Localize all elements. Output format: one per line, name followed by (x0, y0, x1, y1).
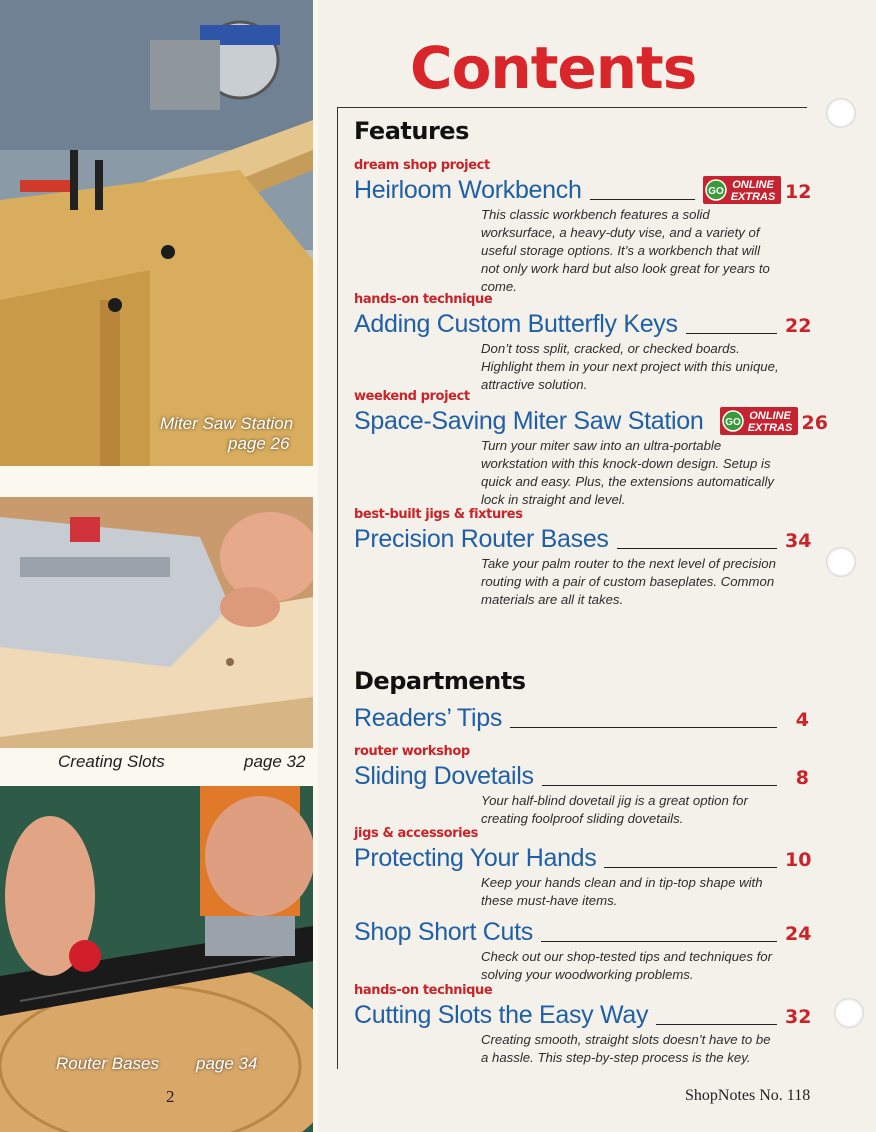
dept-entry-cutting-slots[interactable] (354, 983, 812, 1067)
entry-title[interactable]: Protecting Your Hands (354, 844, 597, 872)
slots-caption-page: page 32 (244, 752, 306, 771)
miter-caption-page: page 26 (228, 434, 290, 453)
entry-page: 32 (785, 1006, 812, 1028)
entry-page: 10 (785, 849, 812, 871)
entry-page: 24 (785, 923, 812, 945)
dept-entry-shop-short-cuts[interactable] (354, 916, 812, 984)
entry-description: Keep your hands clean and in tip-top shape with these must-have items. (481, 875, 763, 908)
binder-hole-icon (834, 998, 864, 1028)
feature-entry-butterfly-keys[interactable] (354, 292, 812, 394)
entry-kicker: best-built jigs & fixtures (354, 507, 523, 522)
features-heading: Features (354, 117, 469, 145)
binder-hole-icon (826, 547, 856, 577)
entry-description: Check out our shop-tested tips and techniques for solving your woodworking problems. (481, 949, 773, 982)
leader-line (541, 940, 777, 942)
router-caption-page: page 34 (196, 1054, 258, 1073)
top-rule (337, 107, 807, 108)
entry-page: 34 (785, 530, 812, 552)
photo-column (0, 0, 318, 1132)
binder-hole-icon (826, 98, 856, 128)
entry-kicker: dream shop project (354, 158, 490, 173)
leader-line (604, 866, 777, 868)
entry-page: 8 (795, 767, 809, 789)
slots-caption: Creating Slots (58, 752, 165, 771)
entry-description: Take your palm router to the next level of precision routing with a pair of custom baseplates. Common materials are all it takes. (481, 556, 776, 607)
entry-title[interactable]: Precision Router Bases (354, 525, 609, 553)
photo-miter-saw-station (0, 0, 313, 466)
entry-title[interactable]: Heirloom Workbench (354, 176, 582, 204)
router-illustration (0, 786, 313, 1132)
miter-caption: Miter Saw Station (160, 414, 294, 433)
dept-entry-readers-tips[interactable] (354, 702, 809, 732)
entry-description: Turn your miter saw into an ultra-portable workstation with this knock-down design. Setup is quick and easy. Plus, the extensions automatically lock in straight and level. (481, 438, 774, 507)
left-rule (337, 107, 338, 1069)
entry-title[interactable]: Readers’ Tips (354, 704, 503, 732)
badge-line2: EXTRAS (747, 422, 792, 434)
entry-kicker: jigs & accessories (354, 826, 478, 841)
online-extras-badge[interactable] (703, 176, 781, 204)
entry-title[interactable]: Sliding Dovetails (354, 762, 534, 790)
jigsaw-illustration (0, 497, 313, 748)
leader-line (542, 784, 777, 786)
photo-creating-slots (0, 497, 313, 748)
entry-description: Your half-blind dovetail jig is a great option for creating foolproof sliding dovetails. (481, 793, 748, 826)
badge-line2: EXTRAS (730, 191, 776, 203)
badge-line1: ONLINE (732, 179, 774, 191)
entry-kicker: router workshop (354, 744, 470, 759)
entry-page: 26 (801, 412, 828, 434)
dept-entry-protecting-hands[interactable] (354, 826, 812, 910)
photo-router-bases (0, 786, 313, 1132)
entry-title[interactable]: Shop Short Cuts (354, 918, 533, 946)
leader-line (686, 332, 777, 334)
dept-entry-sliding-dovetails[interactable] (354, 744, 809, 828)
online-extras-badge[interactable] (720, 407, 798, 435)
leader-line (510, 726, 777, 728)
badge-go: GO (708, 186, 724, 197)
entry-kicker: weekend project (354, 389, 470, 404)
page-title: Contents (410, 34, 697, 102)
entry-description: Creating smooth, straight slots doesn’t have to be a hassle. This step-by-step process is the key. (481, 1032, 771, 1065)
entry-page: 4 (795, 709, 809, 731)
router-caption: Router Bases (56, 1054, 159, 1073)
entry-description: Don’t toss split, cracked, or checked boards. Highlight them in your next project with this unique, attractive solution. (481, 341, 779, 392)
departments-heading: Departments (354, 667, 526, 695)
leader-line (617, 547, 777, 549)
miter-saw-illustration (0, 0, 313, 466)
entry-page: 12 (785, 181, 812, 203)
page-number-left: 2 (166, 1087, 175, 1106)
feature-entry-heirloom-workbench[interactable] (354, 158, 812, 296)
leader-line (590, 198, 695, 200)
entry-description: This classic workbench features a solid worksurface, a heavy-duty vise, and a variety of useful storage options. It’s a workbench that will not only work hard but also look great for years to come. (481, 207, 770, 294)
entry-title[interactable]: Space-Saving Miter Saw Station (354, 407, 704, 435)
badge-line1: ONLINE (748, 410, 791, 422)
entry-kicker: hands-on technique (354, 983, 493, 998)
entry-title[interactable]: Cutting Slots the Easy Way (354, 1001, 649, 1029)
entry-kicker: hands-on technique (354, 292, 493, 307)
entry-title[interactable]: Adding Custom Butterfly Keys (354, 310, 678, 338)
feature-entry-router-bases[interactable] (354, 507, 812, 609)
entry-page: 22 (785, 315, 812, 337)
leader-line (656, 1023, 777, 1025)
feature-entry-miter-saw-station[interactable] (354, 389, 828, 509)
badge-go: GO (724, 417, 741, 428)
page-footer: ShopNotes No. 118 (685, 1087, 811, 1104)
